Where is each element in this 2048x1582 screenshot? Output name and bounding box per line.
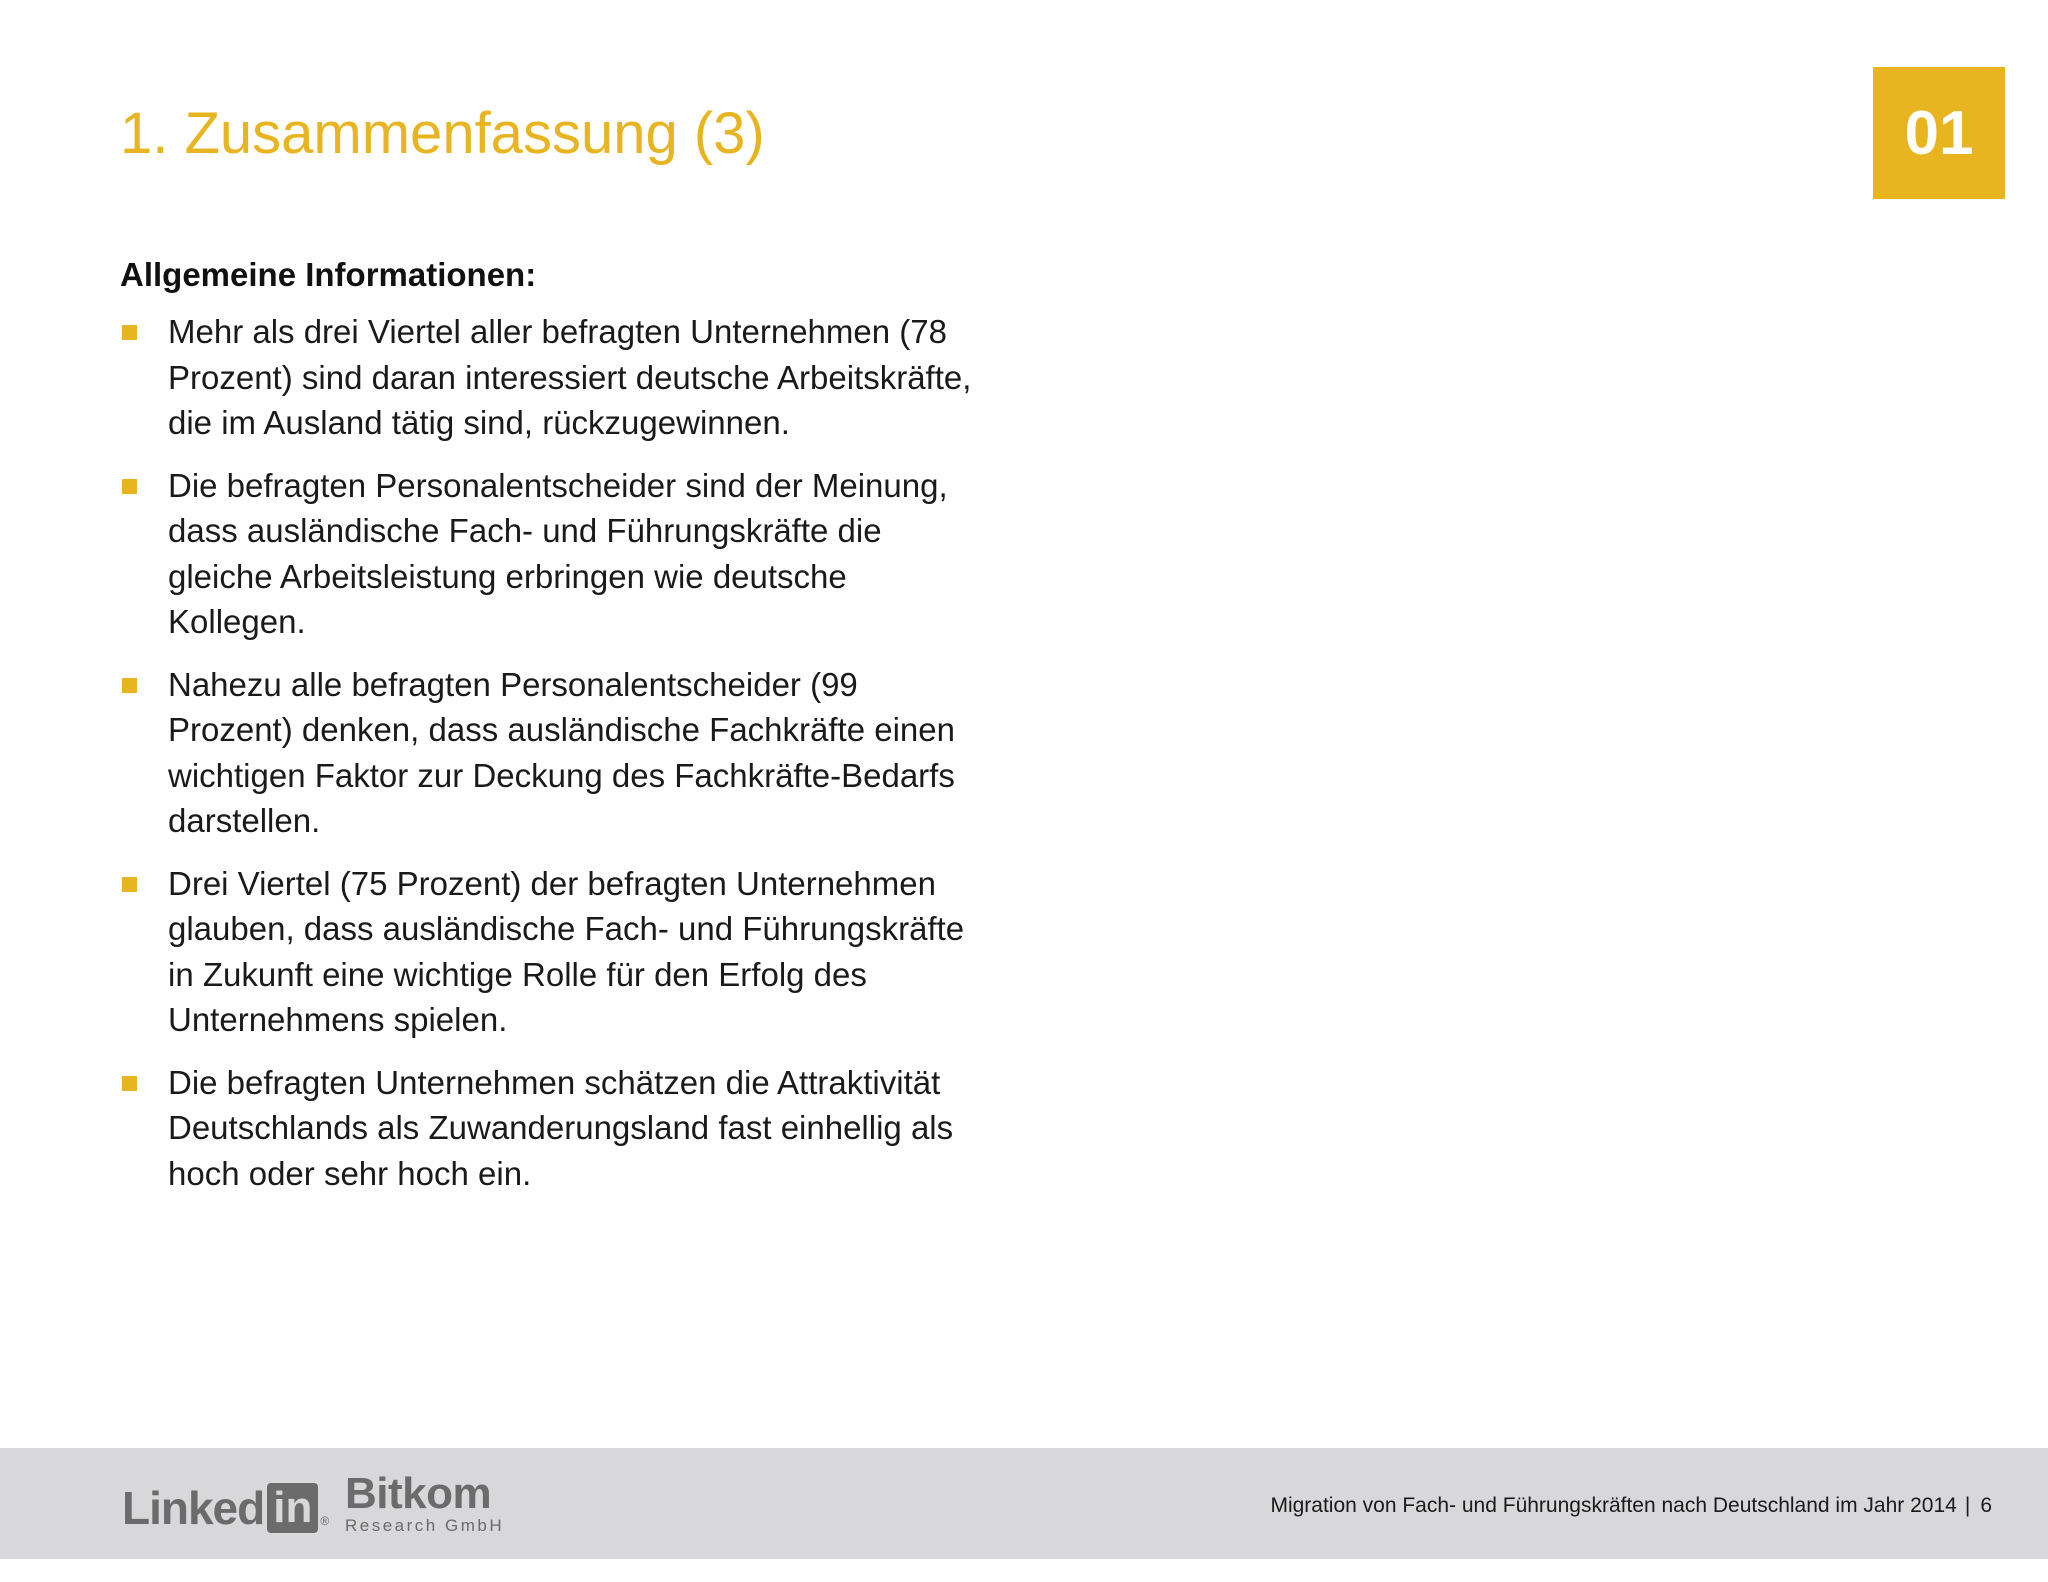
square-bullet-icon — [122, 1076, 137, 1091]
linkedin-in-box: in — [267, 1483, 318, 1533]
bullet-list — [120, 309, 980, 1196]
linkedin-logo-text: Linked — [122, 1482, 265, 1534]
square-bullet-icon — [122, 877, 137, 892]
square-bullet-icon — [122, 479, 137, 494]
bullet-item — [120, 662, 980, 844]
document-title: Migration von Fach- und Führungskräften nach Deutschland im Jahr 2014 — [1270, 1494, 1957, 1517]
linkedin-logo — [122, 1482, 328, 1534]
section-heading: Allgemeine Informationen: — [120, 256, 537, 293]
footer-separator: | — [1964, 1494, 1971, 1517]
bullet-text: Nahezu alle befragten Personalentscheider (99 Prozent) denken, dass ausländische Fachkräfte einen wichtigen Faktor zur Deckung des Fachkräfte-Bedarfs darstellen. — [168, 665, 955, 839]
footer-caption — [1270, 1494, 1992, 1518]
section-number-badge: 01 — [1873, 67, 2005, 199]
page-number: 6 — [1980, 1494, 1992, 1517]
content-area — [120, 253, 980, 1213]
bitkom-research-logo — [345, 1469, 505, 1536]
square-bullet-icon — [122, 325, 137, 340]
slide-title: 1. Zusammenfassung (3) — [120, 101, 765, 166]
bullet-text: Die befragten Personalentscheider sind der Meinung, dass ausländische Fach- und Führungskräfte die gleiche Arbeitsleistung erbringen wie deutsche Kollegen. — [168, 466, 948, 640]
square-bullet-icon — [122, 678, 137, 693]
bitkom-logo-name: Bitkom — [345, 1469, 492, 1518]
bullet-text: Mehr als drei Viertel aller befragten Unternehmen (78 Prozent) sind daran interessiert deutsche Arbeitskräfte, die im Ausland tätig sind, rückzugewinnen. — [168, 313, 972, 441]
bullet-text: Die befragten Unternehmen schätzen die Attraktivität Deutschlands als Zuwanderungsland fast einhellig als hoch oder sehr hoch ein. — [168, 1063, 954, 1192]
bullet-text: Drei Viertel (75 Prozent) der befragten Unternehmen glauben, dass ausländische Fach- und Führungskräfte in Zukunft eine wichtige Rolle für den Erfolg des Unternehmens spielen. — [168, 864, 965, 1038]
bullet-item — [120, 861, 980, 1043]
footer-bar — [0, 1448, 2048, 1559]
registered-mark: ® — [320, 1514, 329, 1528]
bullet-item — [120, 1060, 980, 1197]
bullet-item — [120, 463, 980, 645]
bitkom-logo-subtitle: Research GmbH — [345, 1516, 505, 1535]
bullet-item — [120, 309, 980, 446]
